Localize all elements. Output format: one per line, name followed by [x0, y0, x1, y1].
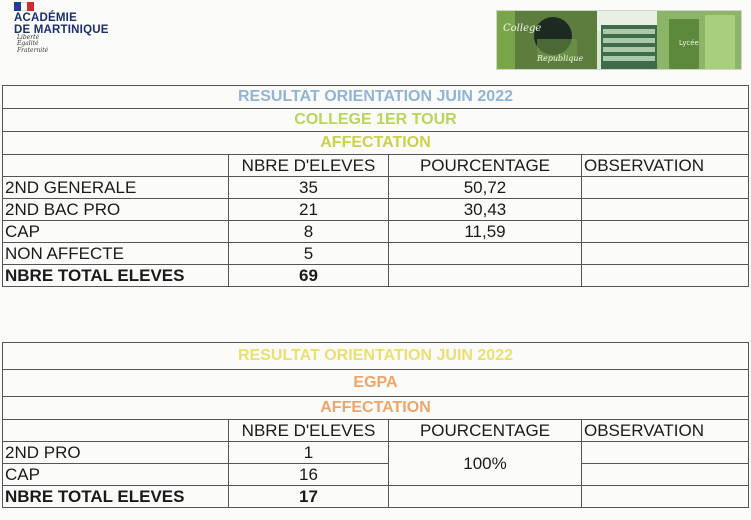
table-row — [3, 177, 749, 199]
row-label: 2ND BAC PRO — [3, 199, 229, 221]
academie-logo — [14, 2, 134, 54]
header-percent: POURCENTAGE — [389, 155, 582, 177]
table-section: AFFECTATION — [3, 397, 749, 420]
academy-name-line2: DE MARTINIQUE — [14, 24, 109, 36]
table-subtitle-row — [3, 370, 749, 397]
row-percent: 30,43 — [389, 199, 582, 221]
row-label: 2ND PRO — [3, 442, 229, 464]
row-observation — [582, 243, 749, 265]
total-count: 17 — [229, 486, 389, 508]
academy-name-line1: ACADÉMIE — [14, 12, 77, 24]
row-count: 8 — [229, 221, 389, 243]
table-section: AFFECTATION — [3, 132, 749, 155]
table-total-row — [3, 486, 749, 508]
table-row — [3, 464, 749, 486]
table-subtitle: COLLEGE 1ER TOUR — [3, 109, 749, 132]
total-count: 69 — [229, 265, 389, 287]
row-observation — [582, 177, 749, 199]
total-observation-empty — [582, 265, 749, 287]
row-observation — [582, 464, 749, 486]
header-observation: OBSERVATION — [582, 155, 749, 177]
academy-name — [14, 12, 109, 36]
merged-percent: 100% — [389, 442, 582, 486]
table-subtitle-row — [3, 109, 749, 132]
photo-sign-left: College — [503, 23, 542, 34]
row-percent: 50,72 — [389, 177, 582, 199]
egpa-results-table — [2, 342, 749, 508]
row-observation — [582, 199, 749, 221]
table-section-row — [3, 397, 749, 420]
header-empty-cell — [3, 420, 229, 442]
table-header-row — [3, 420, 749, 442]
french-flag-icon — [14, 2, 34, 11]
row-count: 5 — [229, 243, 389, 265]
table-subtitle: EGPA — [3, 370, 749, 397]
table-title-row — [3, 86, 749, 109]
table-title: RESULTAT ORIENTATION JUIN 2022 — [3, 86, 749, 109]
college-photo — [496, 10, 742, 70]
motto-egalite: Égalité — [17, 40, 39, 48]
table-title: RESULTAT ORIENTATION JUIN 2022 — [3, 343, 749, 370]
row-percent — [389, 243, 582, 265]
photo-sign-right: Republique — [537, 54, 584, 63]
header-count: NBRE D'ELEVES — [229, 155, 389, 177]
row-count: 1 — [229, 442, 389, 464]
table-row — [3, 442, 749, 464]
table-total-row — [3, 265, 749, 287]
row-observation — [582, 221, 749, 243]
header-percent: POURCENTAGE — [389, 420, 582, 442]
table-header-row — [3, 155, 749, 177]
photo-sign-small: Lycée — [679, 39, 699, 47]
motto-fraternite: Fraternité — [17, 46, 49, 54]
total-label: NBRE TOTAL ELEVES — [3, 486, 229, 508]
total-percent-empty — [389, 486, 582, 508]
row-label: NON AFFECTE — [3, 243, 229, 265]
college-results-table — [2, 85, 749, 287]
row-label: CAP — [3, 221, 229, 243]
row-label: CAP — [3, 464, 229, 486]
total-observation-empty — [582, 486, 749, 508]
republic-motto — [17, 35, 48, 54]
motto-liberte: Liberté — [17, 34, 40, 41]
header-observation: OBSERVATION — [582, 420, 749, 442]
table-row — [3, 243, 749, 265]
table-section-row — [3, 132, 749, 155]
row-label: 2ND GENERALE — [3, 177, 229, 199]
table-row — [3, 221, 749, 243]
college-building-image — [497, 11, 741, 69]
table-row — [3, 199, 749, 221]
row-count: 21 — [229, 199, 389, 221]
row-count: 35 — [229, 177, 389, 199]
header-empty-cell — [3, 155, 229, 177]
header-count: NBRE D'ELEVES — [229, 420, 389, 442]
row-percent: 11,59 — [389, 221, 582, 243]
table-title-row — [3, 343, 749, 370]
total-percent-empty — [389, 265, 582, 287]
row-observation — [582, 442, 749, 464]
total-label: NBRE TOTAL ELEVES — [3, 265, 229, 287]
row-count: 16 — [229, 464, 389, 486]
